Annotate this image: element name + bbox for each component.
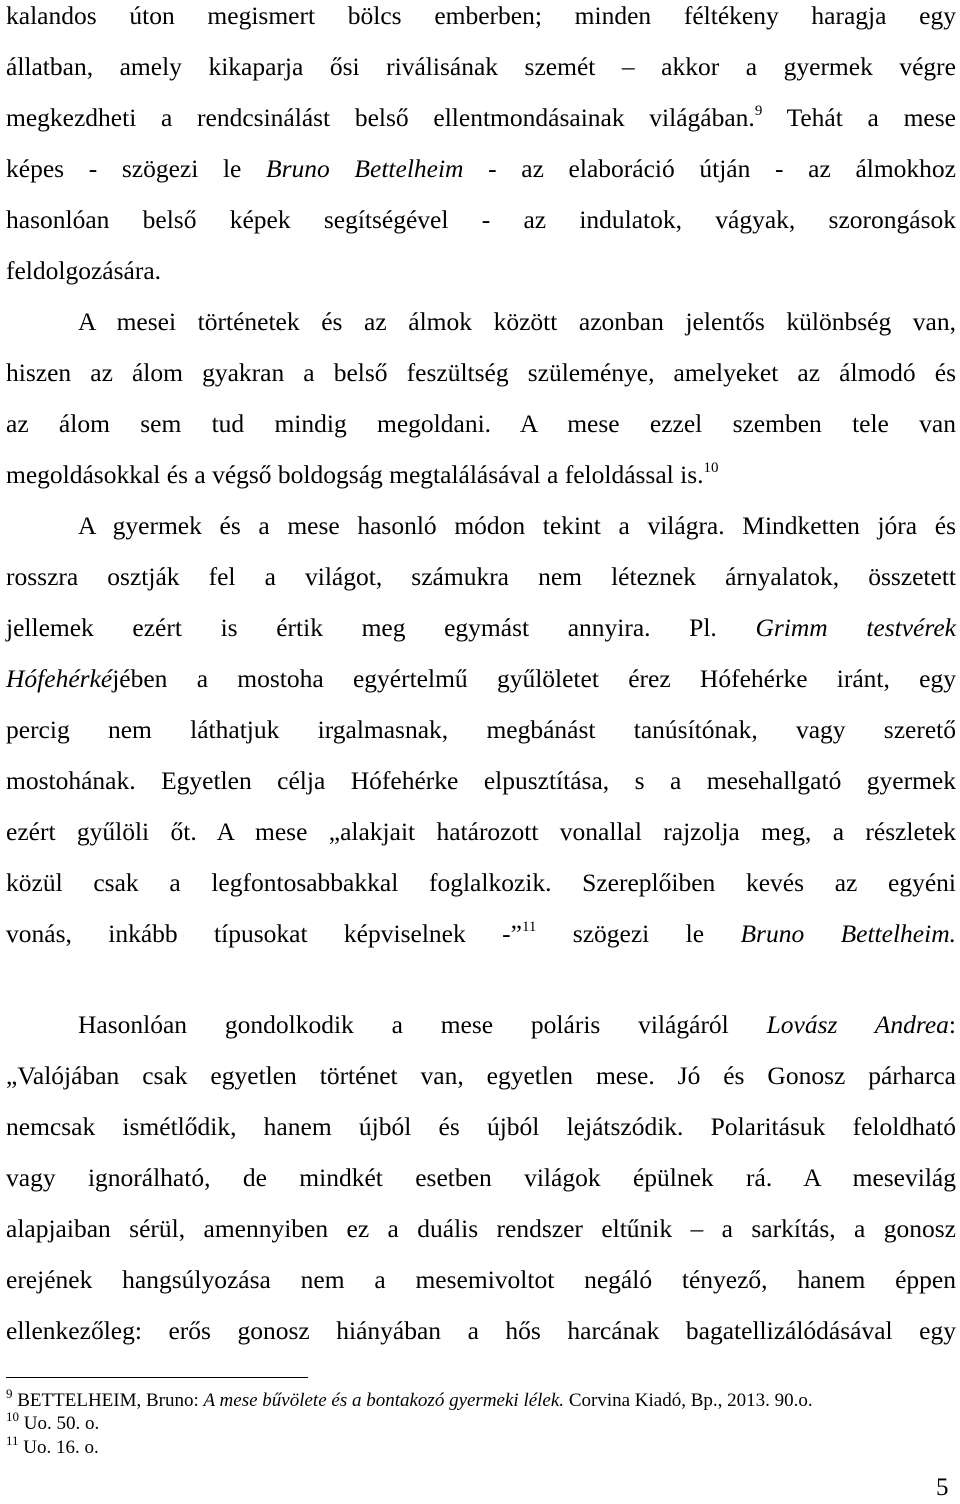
- footnote-separator: [6, 1377, 308, 1378]
- italic-span: Lovász Andrea: [766, 1010, 949, 1039]
- text-line: [6, 459, 956, 491]
- text-line: [6, 561, 956, 593]
- text-span: képes - szögezi le: [6, 154, 267, 183]
- text-span: hiszen az álom gyakran a belső feszültség szüleménye, amelyeket az álmodó és: [6, 358, 956, 387]
- text-line: [6, 1060, 956, 1092]
- footnote: [6, 1409, 100, 1435]
- footnote-ref: 10: [6, 1409, 19, 1424]
- text-span: ezért gyűlöli őt. A mese „alakjait határozott vonallal rajzolja meg, a részletek: [6, 817, 956, 846]
- text-line: [6, 102, 956, 134]
- text-line: [6, 918, 956, 950]
- text-span: megkezdheti a rendcsinálást belső ellentmondásainak világában.: [6, 103, 755, 132]
- italic-span: Grimm testvérek: [755, 613, 956, 642]
- text-line: [6, 1315, 956, 1347]
- text-line: [6, 51, 956, 83]
- text-line: [6, 663, 956, 695]
- text-span: szögezi le: [536, 919, 741, 948]
- text-line: [6, 1111, 956, 1143]
- footnote-ref: 10: [703, 460, 719, 476]
- text-span: A mesei történetek és az álmok között azonban jelentős különbség van,: [78, 307, 956, 336]
- text-line: [6, 714, 956, 746]
- text-span: feldolgozására.: [6, 256, 162, 285]
- text-span: jellemek ezért is értik meg egymást annyira. Pl.: [6, 613, 756, 642]
- text-line: [6, 765, 956, 797]
- footnote: [6, 1386, 813, 1412]
- text-line: [6, 816, 956, 848]
- text-line: [78, 306, 956, 338]
- text-span: Corvina Kiadó, Bp., 2013. 90.o.: [564, 1390, 813, 1411]
- footnote: [6, 1433, 99, 1459]
- text-line: [6, 408, 956, 440]
- footnote-ref: 9: [6, 1386, 13, 1401]
- text-span: nemcsak ismétlődik, hanem újból és újból lejátszódik. Polaritásuk feloldható: [6, 1112, 956, 1141]
- text-span: erejének hangsúlyozása nem a mesemivoltot negáló tényező, hanem éppen: [6, 1265, 956, 1294]
- text-span: A gyermek és a mese hasonló módon tekint a világra. Mindketten jóra és: [78, 511, 956, 540]
- text-span: vagy ignorálható, de mindkét esetben világok épülnek rá. A mesevilág: [6, 1163, 956, 1192]
- italic-span: Bruno Bettelheim: [266, 154, 464, 183]
- footnote-ref: 9: [754, 103, 763, 119]
- text-span: Uo. 16. o.: [18, 1437, 99, 1458]
- text-span: az álom sem tud mindig megoldani. A mese ezzel szemben tele van: [6, 409, 956, 438]
- text-span: Uo. 50. o.: [19, 1413, 100, 1434]
- text-span: BETTELHEIM, Bruno:: [12, 1390, 204, 1411]
- text-span: kalandos úton megismert bölcs emberben; minden féltékeny haragja egy: [6, 1, 956, 30]
- text-span: közül csak a legfontosabbakkal foglalkozik. Szereplőiben kevés az egyéni: [6, 868, 956, 897]
- text-span: „Valójában csak egyetlen történet van, egyetlen mese. Jó és Gonosz párharca: [6, 1061, 956, 1090]
- text-span: :: [948, 1010, 956, 1039]
- text-span: Hasonlóan gondolkodik a mese poláris világáról: [78, 1010, 767, 1039]
- text-line: [6, 1264, 956, 1296]
- text-line: [6, 153, 956, 185]
- text-line: [78, 510, 956, 542]
- text-span: rosszra osztják fel a világot, számukra nem léteznek árnyalatok, összetett: [6, 562, 956, 591]
- text-line: [6, 255, 956, 287]
- text-span: vonás, inkább típusokat képviselnek -”: [6, 919, 522, 948]
- text-line: [6, 1162, 956, 1194]
- text-line: [6, 1213, 956, 1245]
- italic-span: A mese bűvölete és a bontakozó gyermeki lélek.: [203, 1390, 565, 1411]
- text-line: [6, 0, 956, 32]
- text-span: állatban, amely kikaparja ősi riválisának szemét – akkor a gyermek végre: [6, 52, 956, 81]
- text-line: [6, 357, 956, 389]
- footnote-ref: 11: [6, 1433, 19, 1448]
- text-span: megoldásokkal és a végső boldogság megtalálásával a feloldással is.: [6, 460, 704, 489]
- text-span: Tehát a mese: [762, 103, 956, 132]
- text-span: percig nem láthatjuk irgalmasnak, megbánást tanúsítónak, vagy szerető: [6, 715, 956, 744]
- text-span: mostohának. Egyetlen célja Hófehérke elpusztítása, s a mesehallgató gyermek: [6, 766, 956, 795]
- italic-span: Bruno Bettelheim.: [740, 919, 956, 948]
- italic-span: Hófehérké: [6, 664, 113, 693]
- text-line: [78, 1009, 956, 1041]
- text-span: - az elaboráció útján - az álmokhoz: [463, 154, 956, 183]
- text-line: [6, 612, 956, 644]
- text-span: hasonlóan belső képek segítségével - az indulatok, vágyak, szorongások: [6, 205, 956, 234]
- text-line: [6, 204, 956, 236]
- text-span: alapjaiban sérül, amennyiben ez a duális rendszer eltűnik – a sarkítás, a gonosz: [6, 1214, 956, 1243]
- text-span: ellenkezőleg: erős gonosz hiányában a hős harcának bagatellizálódásával egy: [6, 1316, 956, 1345]
- text-line: [6, 867, 956, 899]
- page-number: 5: [936, 1474, 949, 1501]
- footnote-ref: 11: [521, 919, 537, 935]
- text-span: jében a mostoha egyértelmű gyűlöletet érez Hófehérke iránt, egy: [112, 664, 956, 693]
